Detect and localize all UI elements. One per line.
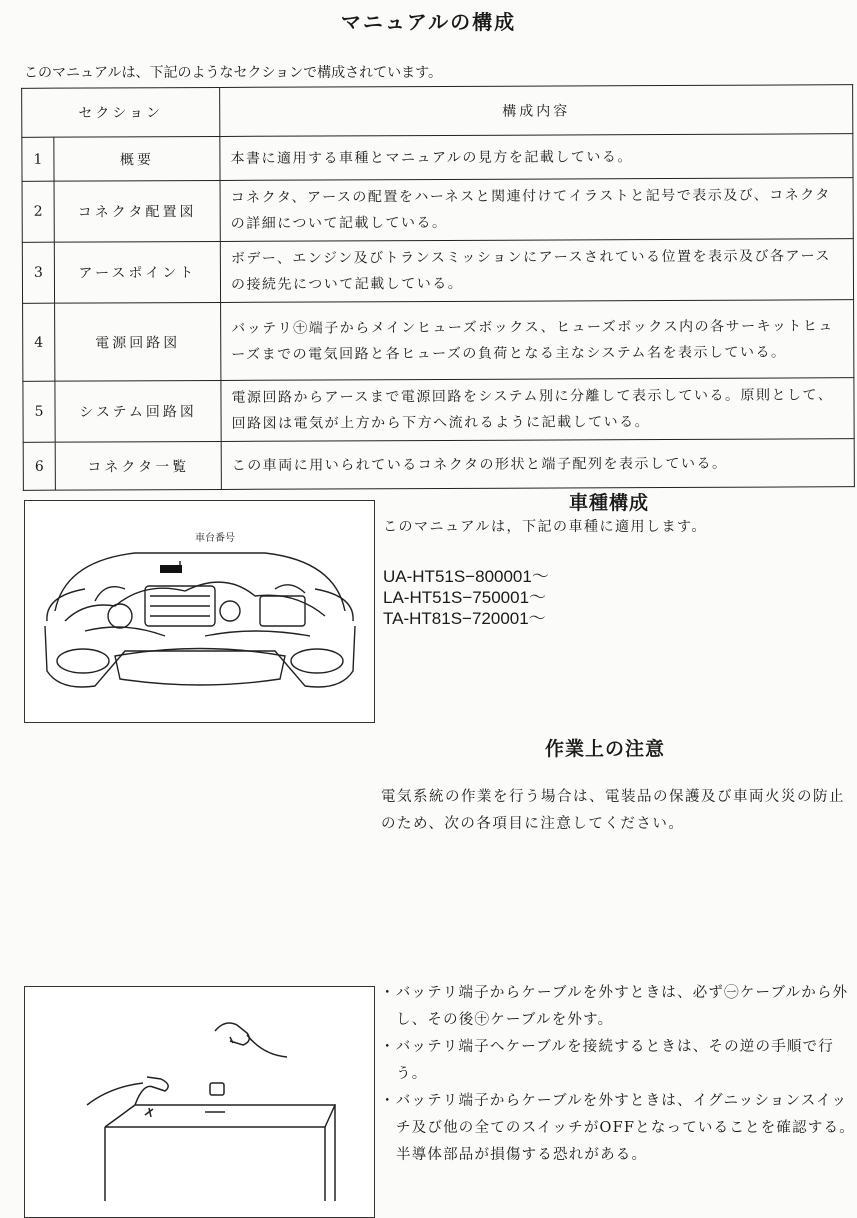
model-item: TA-HT81S−720001〜 (383, 609, 546, 628)
model-item: LA-HT51S−750001〜 (383, 588, 547, 607)
row-content: 本書に適用する車種とマニュアルの見方を記載している。 (220, 134, 853, 181)
table-row (23, 300, 854, 382)
row-content: コネクタ、アースの配置をハーネスと関連付けてイラストと記号で表示及び、コネクタの詳細について記載している。 (220, 178, 853, 242)
table-row (23, 378, 854, 443)
row-number: 6 (23, 442, 55, 490)
row-section: システム回路図 (55, 380, 221, 442)
row-number: 4 (23, 303, 55, 381)
caution-intro: 電気系統の作業を行う場合は、電装品の保護及び車両火災の防止のため、次の各項目に注意してください。 (381, 789, 845, 832)
model-item: UA-HT51S−800001〜 (383, 567, 549, 586)
caution-item: ・バッテリ端子へケーブルを接続するときは、その逆の手順で行う。 (380, 1039, 834, 1082)
table-row (23, 439, 854, 491)
row-section: コネクタ一覧 (55, 441, 221, 490)
row-number: 1 (22, 137, 54, 181)
row-section: アースポイント (54, 241, 220, 303)
caution-list (380, 980, 856, 1169)
header-section: セクション (22, 87, 220, 137)
row-section: コネクタ配置図 (54, 180, 220, 242)
battery-illustration (25, 987, 374, 1201)
table-row (22, 239, 853, 304)
intro-text: このマニュアルは、下記のようなセクションで構成されています。 (24, 65, 443, 81)
caution-section-title: 作業上の注意 (545, 738, 666, 760)
vehicle-section-title: 車種構成 (569, 492, 650, 514)
vehicle-note: このマニュアルは，下記の車種に適用します。 (383, 519, 707, 535)
row-number: 3 (22, 242, 54, 303)
row-content: 電源回路からアースまで電源回路をシステム別に分離して表示している。原則として、回路図は電気が上方から下方へ流れるように記載している。 (221, 378, 854, 442)
battery-figure (24, 986, 375, 1218)
section-table (21, 84, 855, 491)
engine-bay-figure (24, 500, 375, 723)
page-title: マニュアルの構成 (340, 10, 517, 34)
row-content: ボデー、エンジン及びトランスミッションにアースされている位置を表示及び各アースの接続先について記載している。 (220, 239, 853, 303)
table-row (22, 134, 853, 182)
row-section: 概要 (54, 136, 220, 181)
table-header-row (22, 85, 853, 138)
caution-item: ・バッテリ端子からケーブルを外すときは、必ず㊀ケーブルから外し、その後㊉ケーブルを外す。 (380, 985, 849, 1028)
row-number: 5 (23, 381, 55, 442)
row-number: 2 (22, 181, 54, 242)
table-row (22, 178, 853, 243)
row-section: 電源回路図 (55, 302, 221, 381)
chassis-number-label: 車台番号 (195, 533, 235, 544)
row-content: この車両に用いられているコネクタの形状と端子配列を表示している。 (221, 439, 854, 490)
row-content: バッテリ㊉端子からメインヒューズボックス、ヒューズボックス内の各サーキットヒューズまでの電気回路と各ヒューズの負荷となる主なシステム名を表示している。 (221, 300, 854, 381)
model-list (383, 566, 549, 629)
caution-item: ・バッテリ端子からケーブルを外すときは、イグニッションスイッチ及び他の全てのスイッチがOFFとなっていることを確認する。半導体部品が損傷する恐れがある。 (380, 1093, 855, 1163)
header-content: 構成内容 (220, 85, 853, 137)
